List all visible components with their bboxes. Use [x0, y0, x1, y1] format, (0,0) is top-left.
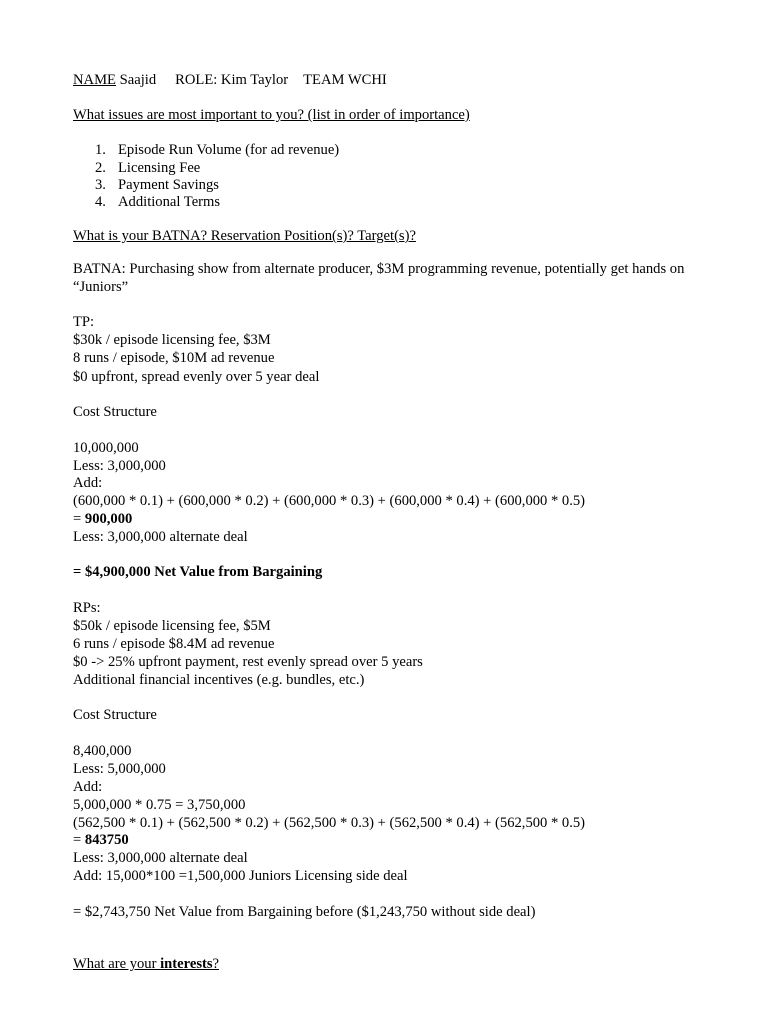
tp-item: $30k / episode licensing fee, $3M	[73, 332, 271, 348]
rp-item: Additional financial incentives (e.g. bundles, etc.)	[73, 672, 365, 688]
tp-item: $0 upfront, spread evenly over 5 year deal	[73, 369, 320, 385]
rp-calc-line: 5,000,000 * 0.75 = 3,750,000	[73, 797, 246, 813]
issues-question: What issues are most important to you? (list in order of importance)	[73, 107, 470, 123]
header-line	[73, 71, 387, 89]
rp-item: $50k / episode licensing fee, $5M	[73, 618, 271, 634]
rp-less-alternate: Less: 3,000,000 alternate deal	[73, 850, 248, 866]
rp-cost-heading: Cost Structure	[73, 707, 157, 723]
tp-subtotal-value: 900,000	[84, 511, 133, 527]
issue-text: Additional Terms	[118, 194, 221, 210]
tp-item: 8 runs / episode, $10M ad revenue	[73, 350, 275, 366]
rp-subtotal	[73, 831, 129, 849]
issue-number: 1.	[95, 142, 106, 158]
role-text: ROLE: Kim Taylor	[175, 72, 289, 88]
issue-text: Licensing Fee	[118, 160, 201, 176]
rp-item: 6 runs / episode $8.4M ad revenue	[73, 636, 275, 652]
batna-question: What is your BATNA? Reservation Position(s)? Target(s)?	[73, 228, 416, 244]
interests-suffix: ?	[212, 956, 220, 972]
issue-number: 2.	[95, 160, 106, 176]
issue-text: Payment Savings	[118, 177, 219, 193]
tp-subtotal-prefix: =	[73, 511, 85, 527]
name-label: NAME	[73, 72, 116, 88]
interests-prefix: What are your	[73, 956, 161, 972]
batna-text-cont: “Juniors”	[73, 279, 129, 295]
rp-item: $0 -> 25% upfront payment, rest evenly spread over 5 years	[73, 654, 423, 670]
rp-heading: RPs:	[73, 600, 101, 616]
name-value: Saajid	[115, 72, 157, 88]
rp-calc-line: Less: 5,000,000	[73, 761, 166, 777]
rp-net-value: = $2,743,750 Net Value from Bargaining before ($1,243,750 without side deal)	[73, 904, 536, 920]
tp-net-value: = $4,900,000 Net Value from Bargaining	[73, 564, 323, 580]
rp-calc-line: Add:	[73, 779, 103, 795]
rp-calc-line: (562,500 * 0.1) + (562,500 * 0.2) + (562,500 * 0.3) + (562,500 * 0.4) + (562,500 * 0.5)	[73, 815, 586, 831]
interests-bold: interests	[160, 956, 213, 972]
rp-calc-line: 8,400,000	[73, 743, 132, 759]
tp-cost-heading: Cost Structure	[73, 404, 157, 420]
tp-calc-line: Add:	[73, 475, 103, 491]
tp-heading: TP:	[73, 314, 95, 330]
batna-text: BATNA: Purchasing show from alternate producer, $3M programming revenue, potentially get hands on	[73, 261, 685, 277]
tp-calc-line: Less: 3,000,000	[73, 458, 166, 474]
rp-subtotal-value: 843750	[84, 832, 129, 848]
issue-number: 3.	[95, 177, 106, 193]
issue-text: Episode Run Volume (for ad revenue)	[118, 142, 340, 158]
tp-calc-line: (600,000 * 0.1) + (600,000 * 0.2) + (600,000 * 0.3) + (600,000 * 0.4) + (600,000 * 0.5)	[73, 493, 586, 509]
issue-number: 4.	[95, 194, 106, 210]
team-text: TEAM WCHI	[303, 72, 387, 88]
interests-question	[73, 955, 219, 973]
rp-add-side-deal: Add: 15,000*100 =1,500,000 Juniors Licensing side deal	[73, 868, 408, 884]
rp-subtotal-prefix: =	[73, 832, 85, 848]
tp-calc-line: 10,000,000	[73, 440, 139, 456]
tp-subtotal	[73, 510, 132, 528]
tp-less-alternate: Less: 3,000,000 alternate deal	[73, 529, 248, 545]
